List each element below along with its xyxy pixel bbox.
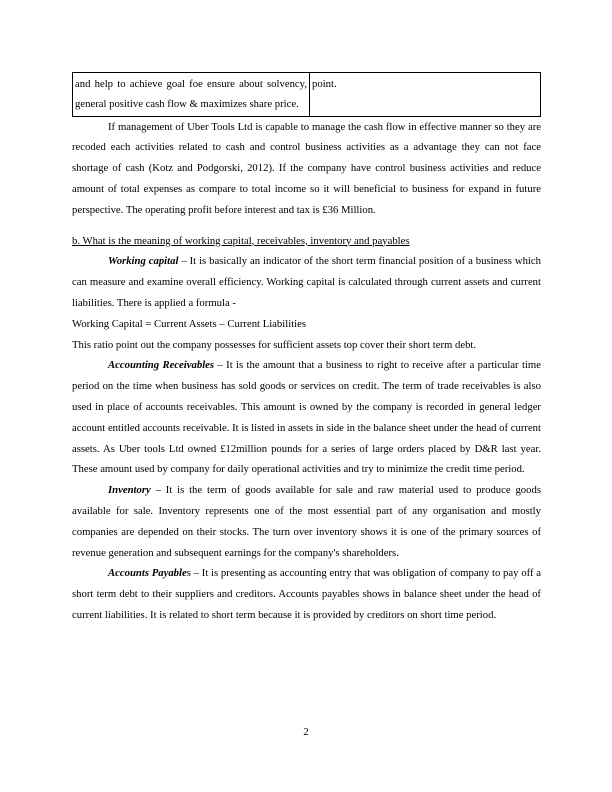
payables-term: Accounts Payable — [108, 567, 187, 580]
inventory-paragraph — [72, 480, 541, 563]
continuation-table — [72, 72, 541, 117]
receivables-term: Accounting Receivables — [108, 359, 215, 372]
section-b-heading: b. What is the meaning of working capital, receivables, inventory and payables — [72, 234, 410, 247]
table-cell-left: and help to achieve goal foe ensure about solvency, general positive cash flow & maximizes share price. — [73, 73, 310, 117]
cash-flow-paragraph: If management of Uber Tools Ltd is capable to manage the cash flow in effective manner so they are recoded each activities related to cash and control business activities as a advantage they can not face shortage of cash (Kotz and Podgorski, 2012). If the company have control business activities and reduce amount of total expenses as compare to total income so it will beneficial to business for expand in future perspective. The operating profit before interest and tax is £36 Million. — [72, 120, 541, 216]
working-capital-note: This ratio point out the company possesses for sufficient assets top cover their short term debt. — [72, 338, 477, 351]
inventory-term: Inventory — [108, 484, 151, 497]
table-row — [73, 73, 541, 117]
document-page — [72, 72, 541, 626]
working-capital-formula: Working Capital = Current Assets – Current Liabilities — [72, 317, 307, 330]
payables-text: – It is presenting as accounting entry that was obligation of company to pay off a short term debt to their suppliers and creditors. Accounts payables shows in balance sheet under the head of current liabilities. It is related to short term because it is provided by creditors on short time period. — [72, 567, 541, 621]
payables-term-suffix: s — [186, 567, 191, 580]
receivables-paragraph — [72, 355, 541, 480]
payables-paragraph — [72, 563, 541, 625]
table-cell-right: point. — [310, 73, 541, 117]
receivables-text: – It is the amount that a business to right to receive after a particular time period on the time when business has sold goods or services on credit. The term of trade receivables is also used in place of accounts receivables. This amount is owned by the company is recorded in general ledger account entitled accounts receivable. It is listed in assets in side in the balance sheet under the head of current assets. As Uber tools Ltd owned £12million pounds for a series of large orders placed by D&R last year. These amount used by company for daily operational activities and try to minimize the credit time period. — [72, 359, 541, 476]
page-number: 2 — [303, 726, 309, 738]
inventory-text: – It is the term of goods available for sale and raw material used to produce goods available for sale. Inventory represents one of the most essential part of any organisation and mostly companies are depended on their stocks. The turn over inventory shows it is one of the primary sources of revenue generation and subsequent earnings for the company's shareholders. — [72, 484, 541, 559]
working-capital-text: – It is basically an indicator of the short term financial position of a business which can measure and examine overall efficiency. Working capital is calculated through current assets and current liabilities. There is applied a formula - — [72, 255, 541, 309]
working-capital-paragraph — [72, 251, 541, 313]
working-capital-term: Working capital — [108, 255, 179, 268]
